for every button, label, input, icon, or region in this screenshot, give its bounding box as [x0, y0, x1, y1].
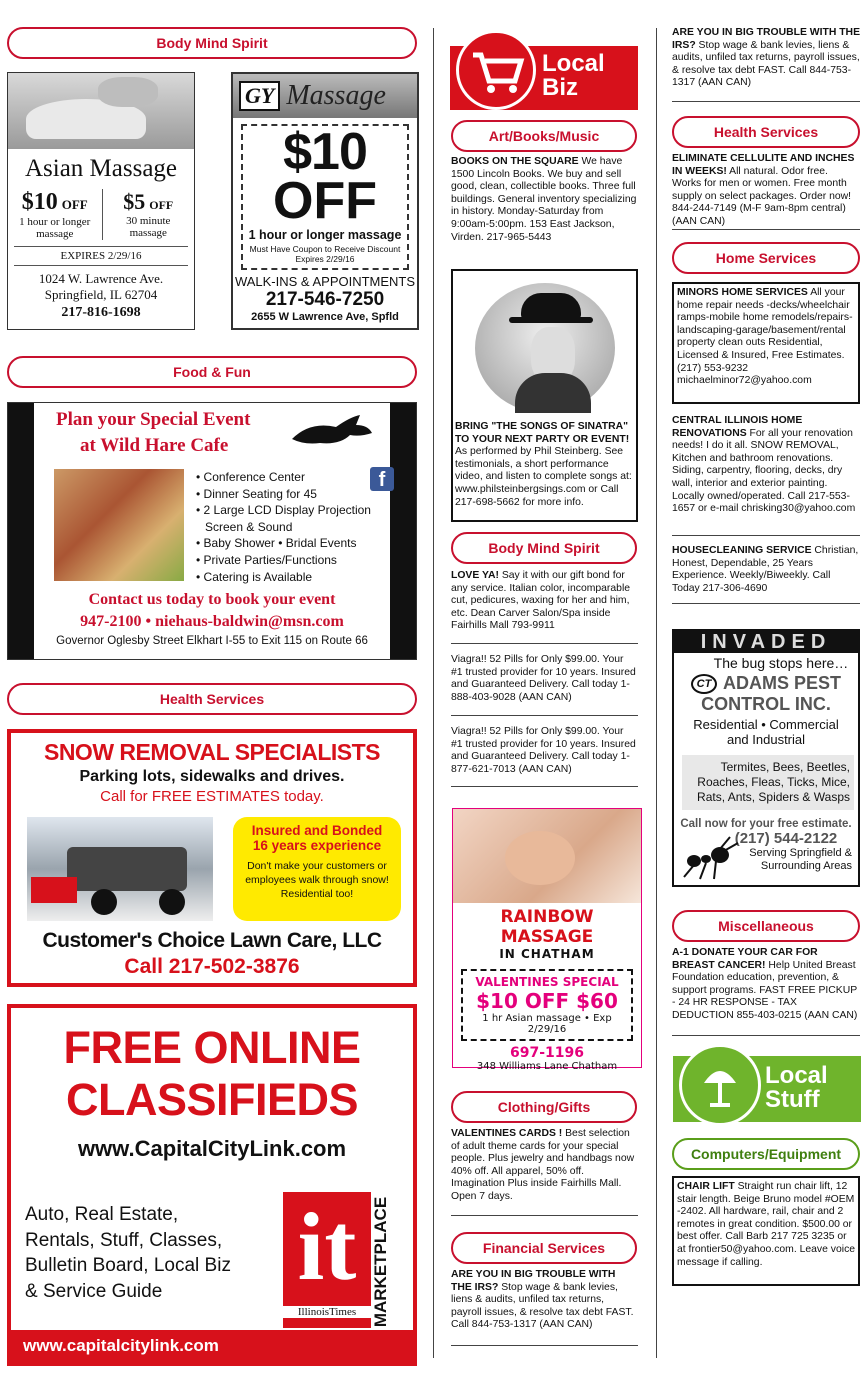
divider: [451, 786, 638, 787]
section-header-financial-services: Financial Services: [451, 1232, 637, 1264]
ad-subtitle: Parking lots, sidewalks and drives.: [79, 768, 345, 785]
coupon-box: [241, 124, 409, 270]
address-line: Governor Oglesby Street Elkhart I-55 to Exit 115 on Route 66: [56, 635, 368, 647]
feature-item: • Catering is Available: [196, 569, 313, 584]
classified-valentines-cards: VALENTINES CARDS ! Best selection of adult theme cards for your special people. Plus jewelry and handbags now 40% off. All apparel, 50% off. Imagination Plus inside Fairhills Mall. Open 7 days.: [451, 1128, 635, 1202]
company-name: Customer's Choice Lawn Care, LLC: [42, 929, 382, 952]
marketplace-label: MARKETPLACE: [371, 1196, 390, 1328]
divider: [672, 1035, 860, 1036]
ant-icon: [680, 835, 740, 881]
divider: [672, 535, 860, 536]
feature-item: • Baby Shower • Bridal Events: [196, 536, 357, 551]
serving-area: Serving Springfield & Surrounding Areas: [749, 847, 852, 872]
phone-number: Call 217-502-3876: [124, 955, 300, 978]
classified-central-illinois-renovations: CENTRAL ILLINOIS HOME RENOVATIONS For all your renovation needs! I do it all. SNOW REMOVAL, Kitchen and bathroom renovations. Siding, carpentry, flooring, decks, dry wall, interior and exterior painting. Locally owned/operated. Call 217-553-1657 or e-mail chrisking30@yahoo.com: [672, 415, 856, 515]
callout-line: 16 years experience: [252, 838, 382, 853]
discount-sub: 1 hour or longer massage: [19, 216, 91, 240]
address-line: 348 Williams Lane Chatham: [476, 1061, 618, 1072]
wild-hare-cafe-ad: [7, 402, 417, 660]
callout-line: Insured and Bonded: [251, 823, 383, 838]
classified-irs: ARE YOU IN BIG TROUBLE WITH THE IRS? Stop wage & bank levies, liens & audits, unfiled tax returns, payroll issues, & resolve tax debt FAST. Call 844-753-1317 (AAN CAN): [451, 1269, 634, 1331]
feature-item: • Private Parties/Functions: [196, 552, 337, 567]
discount-label: OFF: [61, 197, 88, 212]
divider: [672, 229, 860, 230]
service-type: and Industrial: [726, 732, 806, 747]
coupon-amount: $10: [283, 123, 367, 181]
feature-item: • Dinner Seating for 45: [196, 486, 317, 501]
section-header-body-mind-spirit: Body Mind Spirit: [451, 532, 637, 564]
feature-item: • 2 Large LCD Display Projection: [196, 503, 371, 518]
massage-photo: [453, 809, 641, 903]
food-photo: [54, 469, 184, 581]
coupon-off: OFF: [273, 172, 377, 230]
classified-viagra: Viagra!! 52 Pills for Only $99.00. Your #1 trusted provider for 10 years. Insured and Guaranteed Delivery. Call today 1-888-403-9028 (AAN CAN): [451, 654, 636, 703]
walkins-text: WALK-INS & APPOINTMENTS: [234, 274, 416, 289]
ad-subtitle: IN CHATHAM: [499, 947, 595, 961]
discount-amount: $10: [21, 189, 58, 215]
phone-number: 217-816-1698: [61, 305, 141, 320]
feature-item: • Conference Center: [196, 470, 305, 484]
section-header-health-services: Health Services: [672, 116, 860, 148]
it-marketplace-logo: it IllinoisTimes: [283, 1192, 371, 1328]
coupon-line: 1 hour or longer massage: [248, 228, 402, 242]
classified-books-on-the-square: BOOKS ON THE SQUARE We have 1500 Lincoln Books. We buy and sell good, clean, collectible books. Three full buildings. General inventory specializing in history. Monday-Saturday from 9:00am-5:00pm. 153 East Jackson, Virden. 217-965-5443: [451, 156, 637, 243]
discount-sub: 30 minute massage: [126, 215, 171, 239]
classified-love-ya: LOVE YA! Say it with our gift bond for any service. Italian color, incomparable cut, pedicures, waxing for her and him, etc. Dean Carver Salon/Spa inside Fairhills Mall 793-9911: [451, 570, 631, 632]
divider: [451, 715, 638, 716]
hare-icon: [290, 413, 374, 447]
section-header-food-fun: Food & Fun: [7, 356, 417, 388]
classified-chair-lift: CHAIR LIFT Straight run chair lift, 12 stair length. Beige Bruno model #OEM -2402. All hardware, rail, chair and 2 remotes in great condition. $500.00 or best offer. Call Barb 217 725 3235 or at frontier50@yahoo.com. Leave voice message if calling.: [672, 1176, 860, 1286]
snow-removal-ad: [7, 729, 417, 987]
section-header-clothing-gifts: Clothing/Gifts: [451, 1091, 637, 1123]
phone-email: 947-2100 • niehaus-baldwin@msn.com: [80, 613, 344, 630]
discount-amount: $5: [123, 189, 146, 214]
divider: [451, 643, 638, 644]
column-divider: [433, 28, 434, 1358]
section-header-miscellaneous: Miscellaneous: [672, 910, 860, 942]
footer-bar: [11, 1330, 413, 1362]
company-name: CONTROL INC.: [701, 694, 831, 714]
category-line: Auto, Real Estate,: [25, 1204, 179, 1225]
callout-line: Don't make your customers or employees walk through snow! Residential too!: [245, 860, 389, 900]
coupon-line: Expires 2/29/16: [295, 254, 355, 264]
special-label: VALENTINES SPECIAL: [475, 975, 619, 989]
bug-list: Termites, Bees, Beetles, Roaches, Fleas, Ticks, Mice, Rats, Ants, Spiders & Wasps: [682, 755, 854, 810]
classified-cellulite: ELIMINATE CELLULITE AND INCHES IN WEEKS! All natural. Odor free. Works for men or women. Free month supply on select packages. Order now! 844-244-7149 (M-F 9am-8pm central) (AAN CAN): [672, 153, 855, 227]
facebook-icon[interactable]: f: [370, 467, 394, 491]
rainbow-massage-ad: [452, 808, 642, 1072]
column-divider: [656, 28, 657, 1358]
local-stuff-banner: [673, 1056, 861, 1122]
singer-illustration: [475, 283, 615, 413]
classified-donate-car: A-1 DONATE YOUR CAR FOR BREAST CANCER! Help United Breast Foundation education, prevention, & support programs. FAST FREE PICKUP - 24 HR RESPONSE - TAX DEDUCTION 855-403-0215 (AAN CAN): [672, 947, 858, 1021]
feature-item: Screen & Sound: [205, 519, 293, 534]
category-line: Rentals, Stuff, Classes,: [25, 1229, 223, 1251]
category-line: & Service Guide: [25, 1280, 163, 1302]
contact-text: Contact us today to book your event: [88, 591, 336, 608]
sinatra-text: BRING "THE SONGS OF SINATRA" TO YOUR NEXT PARTY OR EVENT! As performed by Phil Steinberg. See testimonials, a short performance video, and listen to complete songs at: www.philsteinbergsings.com or Call 217-698-5662 for more info.: [455, 421, 632, 508]
footer-url[interactable]: www.capitalcitylink.com: [23, 1336, 219, 1355]
gy-massage-ad: [231, 72, 419, 330]
gy-title: Massage: [286, 80, 386, 111]
service-type: Residential • Commercial: [693, 717, 839, 732]
ad-title: CLASSIFIEDS: [65, 1074, 359, 1125]
invaded-banner: INVADED: [674, 631, 858, 653]
section-header-art-books-music: Art/Books/Music: [451, 120, 637, 152]
local-stuff-title: Local Stuff: [765, 1062, 828, 1113]
special-line: 1 hr Asian massage • Exp 2/29/16: [482, 1013, 612, 1035]
divider: [451, 1345, 638, 1346]
call-text: Call now for your free estimate.: [680, 818, 852, 830]
ad-title: Plan your Special Event: [56, 409, 251, 430]
address-line: Springfield, IL 62704: [44, 287, 158, 302]
address-line: 2655 W Lawrence Ave, Spfld: [251, 311, 399, 323]
section-header-body-mind-spirit: Body Mind Spirit: [7, 27, 417, 59]
local-biz-banner: [450, 46, 638, 110]
classifieds-ad: [7, 1004, 417, 1366]
phone-number: (217) 544-2122: [734, 830, 838, 847]
expires-text: EXPIRES 2/29/16: [14, 246, 188, 266]
ad-title: RAINBOW MASSAGE: [500, 907, 594, 947]
divider: [672, 101, 860, 102]
coupon-line: Must Have Coupon to Receive Discount: [249, 244, 401, 254]
cart-icon: [456, 30, 536, 110]
divider: [672, 603, 860, 604]
lamp-icon: [679, 1044, 761, 1126]
ad-title: Asian Massage: [24, 155, 178, 182]
address-line: 1024 W. Lawrence Ave.: [38, 271, 164, 286]
classifieds-url[interactable]: www.CapitalCityLink.com: [77, 1136, 347, 1161]
classified-irs: ARE YOU IN BIG TROUBLE WITH THE IRS? Stop wage & bank levies, liens & audits, unfiled tax returns, payroll issues, & resolve tax debt FAST. Call 844-753-1317 (AAN CAN): [672, 27, 860, 89]
ad-title: FREE ONLINE: [63, 1022, 361, 1073]
ad-title: at Wild Hare Cafe: [80, 435, 229, 456]
special-price: $10 OFF $60: [476, 989, 618, 1013]
sinatra-ad: [451, 269, 638, 522]
truck-photo: [27, 817, 213, 921]
tagline: The bug stops here…: [713, 655, 849, 671]
divider: [451, 1215, 638, 1216]
classified-minors-home-services: MINORS HOME SERVICES All your home repair needs -decks/wheelchair ramps-mobile home remodels/repairs-landscaping-garage/basement/rental property clean outs Residential, Licensed & Insured, Free Estimates. (217) 553-9232 michaelminor72@yahoo.com: [672, 282, 860, 404]
adams-pest-control-ad: [672, 629, 860, 887]
phone-number: 217-546-7250: [265, 289, 385, 310]
asian-massage-ad: [7, 72, 195, 330]
category-line: Bulletin Board, Local Biz: [25, 1255, 231, 1276]
ad-title: SNOW REMOVAL SPECIALISTS: [43, 739, 380, 765]
section-header-computers-equipment: Computers/Equipment: [672, 1138, 860, 1170]
yellow-callout: [233, 817, 401, 921]
massage-photo: [8, 73, 194, 149]
discount-label: OFF: [149, 198, 174, 212]
gy-logo: GY: [239, 81, 280, 111]
classified-viagra: Viagra!! 52 Pills for Only $99.00. Your #1 trusted provider for 10 years. Insured and Guaranteed Delivery. Call today 1-877-621-7013 (AAN CAN): [451, 726, 636, 775]
section-header-health-services: Health Services: [7, 683, 417, 715]
phone-number: 697-1196: [510, 1045, 584, 1061]
section-header-home-services: Home Services: [672, 242, 860, 274]
classified-housecleaning: HOUSECLEANING SERVICE Christian, Honest, Dependable, 25 Years Experience. Weekly/Biweekly. Call Today 217-306-4690: [672, 545, 859, 594]
ad-call: Call for FREE ESTIMATES today.: [100, 788, 324, 805]
local-biz-title: Local Biz: [542, 50, 605, 101]
ct-logo: CT: [691, 674, 717, 694]
company-name: ADAMS PEST: [722, 673, 841, 693]
